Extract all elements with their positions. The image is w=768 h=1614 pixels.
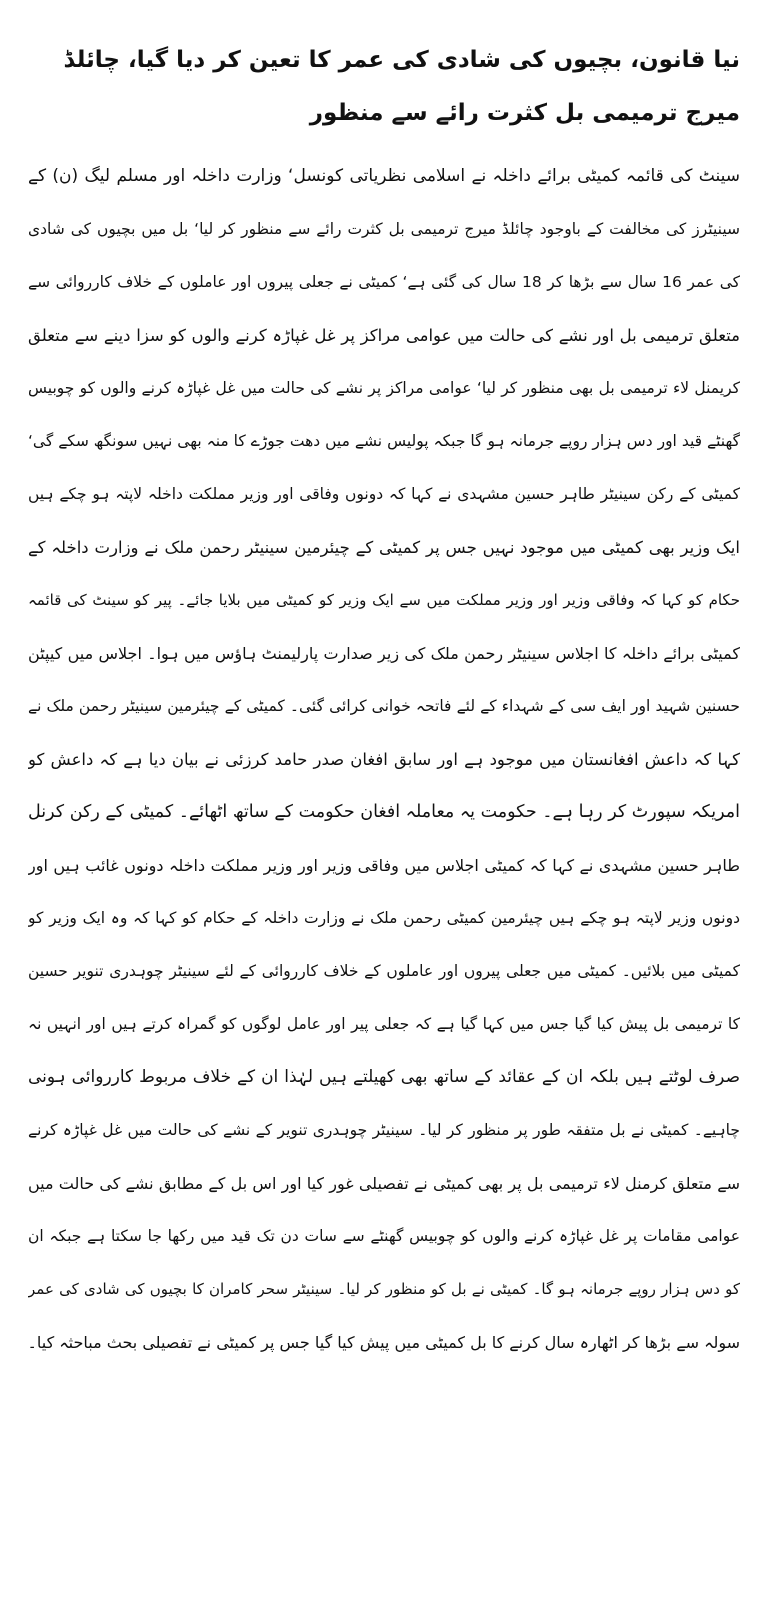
body-line: سولہ سے بڑھا کر اٹھارہ سال کرنے کا بل کمیٹی میں پیش کیا گیا جس پر کمیٹی نے تفصیلی بحث مباحثہ کیا۔ [28, 1333, 740, 1352]
body-line: کمیٹی برائے داخلہ کا اجلاس سینیٹر رحمن ملک کی زیر صدارت پارلیمنٹ ہاؤس میں ہوا۔ اجلاس میں کیپٹن [28, 644, 740, 663]
body-line: حسنین شہید اور ایف سی کے شہداء کے لئے فاتحہ خوانی کرائی گئی۔ کمیٹی کے چیئرمین سینیٹر رحمن ملک نے [28, 697, 740, 715]
body-line: گھنٹے قید اور دس ہزار روپے جرمانہ ہو گا جبکہ پولیس نشے میں دھت جوڑے کا منہ بھی نہیں سونگھ سکے گی‘ [28, 432, 740, 450]
body-line: کمیٹی کے رکن سینیٹر طاہر حسین مشہدی نے کہا کہ دونوں وفاقی اور وزیر مملکت داخلہ لاپتہ ہو چکے ہیں [28, 485, 740, 503]
body-line: کی عمر 16 سال سے بڑھا کر 18 سال کی گئی ہے‘ کمیٹی نے جعلی پیروں اور عاملوں کے خلاف کارروائی سے [28, 273, 740, 291]
body-line: صرف لوٹتے ہیں بلکہ ان کے عقائد کے ساتھ بھی کھیلتے ہیں لہٰذا ان کے خلاف مربوط کارروائی ہونی [28, 1067, 740, 1087]
body-line: طاہر حسین مشہدی نے کہا کہ کمیٹی اجلاس میں وفاقی وزیر اور وزیر مملکت داخلہ دونوں غائب ہیں اور [28, 856, 740, 875]
article-body [28, 150, 740, 1369]
body-line: کمیٹی میں بلائیں۔ کمیٹی میں جعلی پیروں اور عاملوں کے خلاف کارروائی کے لئے سینیٹر چوہدری تنویر حسین [28, 962, 740, 980]
body-line: دونوں وزیر لاپتہ ہو چکے ہیں چیئرمین کمیٹی رحمن ملک نے وزارت داخلہ کے حکام کو کہا کہ وہ ایک وزیر کو [28, 909, 740, 927]
body-line: حکام کو کہا کہ وفاقی وزیر اور وزیر مملکت میں سے ایک وزیر کو کمیٹی میں بلایا جائے۔ پیر کو سینٹ کی قائمہ [28, 591, 740, 609]
body-line: کو دس ہزار روپے جرمانہ ہو گا۔ کمیٹی نے بل کو منظور کر لیا۔ سینیٹر سحر کامران کا بچیوں کی شادی کی عمر [28, 1280, 740, 1298]
body-line: چاہیے۔ کمیٹی نے بل متفقہ طور پر منظور کر لیا۔ سینیٹر چوہدری تنویر کے نشے کی حالت میں غل غپاڑہ کرنے [28, 1121, 740, 1139]
body-line: کہا کہ داعش افغانستان میں موجود ہے اور سابق افغان صدر حامد کرزئی نے بیان دیا ہے کہ داعش کو [28, 750, 740, 769]
body-line: متعلق ترمیمی بل اور نشے کی حالت میں عوامی مراکز پر غل غپاڑہ کرنے والوں کو سزا دینے سے متعلق [28, 326, 740, 345]
body-line: سینیٹرز کی مخالفت کے باوجود چائلڈ میرج ترمیمی بل کثرت رائے سے منظور کر لیا‘ بل میں بچیوں کی شادی [28, 220, 740, 238]
article-headline: نیا قانون، بچیوں کی شادی کی عمر کا تعین کر دیا گیا، چائلڈ میرج ترمیمی بل کثرت رائے سے منظور [63, 47, 740, 126]
body-line: کریمنل لاء ترمیمی بل بھی منظور کر لیا‘ عوامی مراکز پر نشے کی حالت میں غل غپاڑہ کرنے والوں کو چوبیس [28, 379, 740, 397]
body-line: سینٹ کی قائمہ کمیٹی برائے داخلہ نے اسلامی نظریاتی کونسل‘ وزارت داخلہ اور مسلم لیگ (ن) کے [28, 166, 740, 186]
body-line: کا ترمیمی بل پیش کیا گیا جس میں کہا گیا ہے کہ جعلی پیر اور عامل لوگوں کو گمراہ کرتے ہیں اور انہیں نہ [28, 1015, 740, 1033]
body-line: ایک وزیر بھی کمیٹی میں موجود نہیں جس پر کمیٹی کے چیئرمین سینیٹر رحمن ملک نے وزارت داخلہ کے [28, 538, 740, 557]
body-line: امریکہ سپورٹ کر رہا ہے۔ حکومت یہ معاملہ افغان حکومت کے ساتھ اٹھائے۔ کمیٹی کے رکن کرنل [28, 802, 740, 822]
body-line: عوامی مقامات پر غل غپاڑہ کرنے والوں کو چوبیس گھنٹے سے سات دن تک قید میں رکھا جا سکتا ہے جبکہ ان [28, 1227, 740, 1245]
body-line: سے متعلق کرمنل لاء ترمیمی بل پر بھی کمیٹی نے تفصیلی غور کیا اور اس بل کے مطابق نشے کی حالت میں [28, 1174, 740, 1193]
